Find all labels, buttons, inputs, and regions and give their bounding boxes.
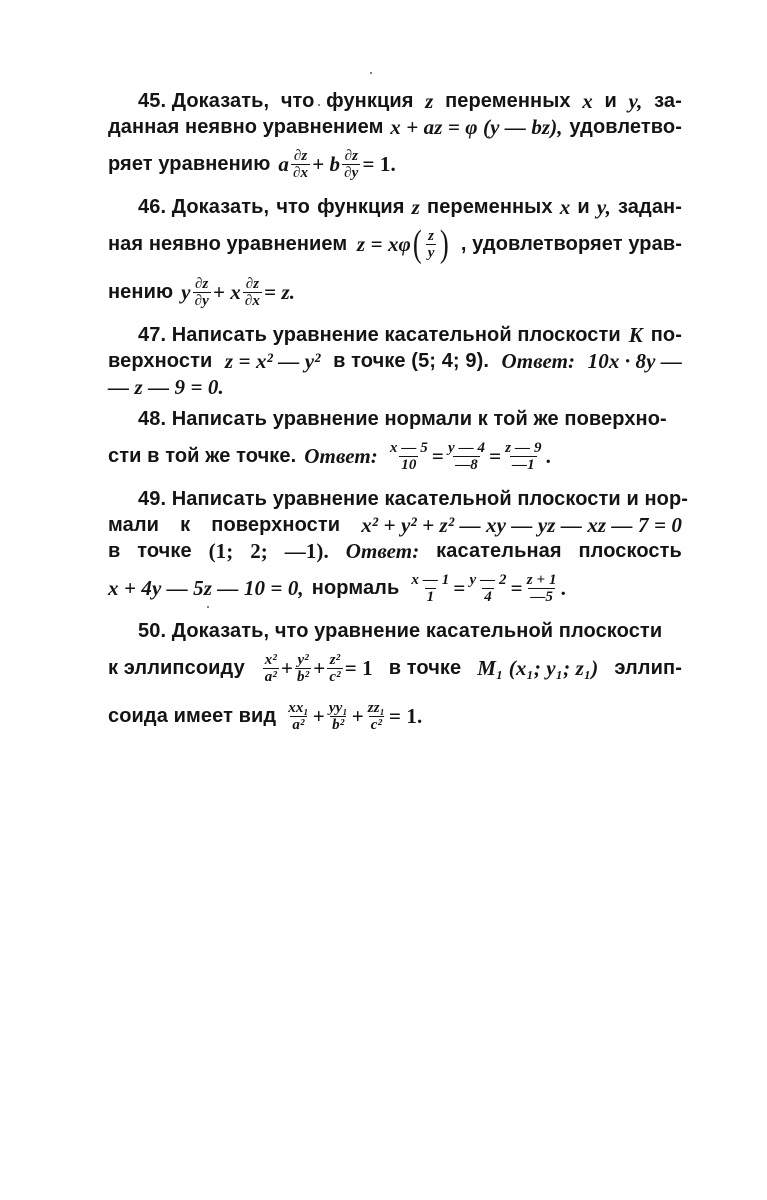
math-expression: —1). [284, 539, 329, 563]
problem-text: в точке [388, 657, 462, 679]
problem-text: 45. Доказать, [138, 90, 270, 112]
problem-line [108, 88, 682, 114]
fraction: $\frac{z — 9}{—1}$ [505, 439, 542, 473]
problem-text: верхности [108, 350, 213, 372]
problem-line [108, 374, 682, 400]
problem-text: сти в той же точке. [108, 445, 297, 467]
problem-line [108, 194, 682, 220]
problem-48 [108, 406, 682, 480]
math-expression: z = x² — y² [224, 349, 321, 373]
problem-text: в точке (5; 4; 9). [333, 350, 489, 372]
problem-line [108, 220, 682, 268]
problem-text: переменных [445, 90, 571, 112]
fraction: $\frac{z}{y}$ [427, 227, 435, 261]
problem-text: 46. Доказать, [138, 196, 270, 218]
math-expression: = z. [264, 280, 296, 304]
problem-text: данная неявно уравнением [108, 116, 384, 138]
problem-line [108, 348, 682, 374]
problem-text: плоскость [578, 540, 682, 562]
problem-text: 48. Написать уравнение нормали к той же поверхно- [138, 408, 667, 430]
fraction: $\frac{\text{x²}}{\text{a²}}$ [264, 651, 277, 685]
problem-text: 47. Написать уравнение касательной плоскости [138, 324, 621, 346]
problem-46 [108, 194, 682, 316]
math-variable: z [411, 195, 420, 219]
fraction: $\frac{y — 4}{—8}$ [447, 439, 486, 473]
math-expression: = [453, 576, 466, 600]
print-speck [370, 72, 372, 74]
problem-text: и [604, 90, 617, 112]
partial-derivative: $\frac{\partial z}{\partial x}$ [293, 147, 309, 181]
math-expression: M₁ (x₁; y₁; z₁) [477, 656, 599, 680]
partial-derivative: $\frac{\partial z}{\partial y}$ [344, 147, 359, 181]
problem-50 [108, 618, 682, 740]
math-expression: + x [212, 280, 241, 304]
math-expression: x + az = φ (y — bz), [390, 115, 563, 139]
math-expression: — z — 9 = 0. [108, 375, 224, 399]
problem-line [108, 322, 682, 348]
problem-text: 50. Доказать, что уравнение касательной плоскости [138, 620, 663, 642]
problem-text: к эллипсоиду [108, 657, 245, 679]
problem-45 [108, 88, 682, 188]
problem-line [108, 564, 682, 612]
partial-derivative: $\frac{\partial z}{\partial x}$ [244, 275, 261, 309]
problem-49 [108, 486, 689, 612]
problem-text: нению [108, 281, 174, 303]
problem-text: задан- [618, 196, 682, 218]
fraction: $\frac{\text{yy₁}}{\text{b²}}$ [328, 699, 348, 733]
answer-label: Ответ: [304, 444, 378, 468]
problem-47 [108, 322, 682, 400]
fraction: $\frac{\text{z²}}{\text{c²}}$ [329, 651, 341, 685]
problem-text: нормаль [311, 577, 400, 599]
fraction: $\frac{z + 1}{—5}$ [526, 571, 557, 605]
problem-text: поверхности [211, 514, 341, 536]
math-expression: . [560, 576, 566, 600]
problem-text: соида имеет вид [108, 705, 277, 727]
problem-text: эллип- [614, 657, 682, 679]
problem-text: что [276, 196, 310, 218]
problem-text: и [577, 196, 590, 218]
math-expression: x + 4y — 5z — 10 = 0, [108, 576, 304, 600]
math-variable: x [559, 195, 571, 219]
problem-list [108, 88, 689, 746]
math-expression: = [510, 576, 523, 600]
problem-text: по- [650, 324, 682, 346]
fraction: $\frac{\text{zz₁}}{\text{c²}}$ [367, 699, 385, 733]
problem-text: к [180, 514, 191, 536]
math-variable: z [425, 89, 434, 113]
math-expression: (1; [208, 539, 234, 563]
math-expression: + [312, 704, 325, 728]
problem-text: что [280, 90, 315, 112]
math-expression: + b [312, 152, 341, 176]
problem-line [108, 512, 682, 538]
answer-label: Ответ: [345, 539, 420, 563]
problem-line [108, 618, 682, 644]
problem-line [108, 114, 682, 140]
problem-text: в [108, 540, 121, 562]
problem-text: точке [137, 540, 192, 562]
problem-line [108, 140, 682, 188]
math-variable: y, [628, 89, 643, 113]
math-variable: K [628, 323, 643, 347]
problem-line [108, 406, 682, 432]
problem-text: , удовлетворяет урав- [460, 233, 682, 255]
math-expression: z = xφ ( $\frac{z}{y}$ ) [356, 223, 450, 265]
fraction: $\frac{x — 1}{1}$ [411, 571, 450, 605]
math-expression: x² + y² + z² — xy — yz — xz — 7 = 0 [361, 513, 682, 537]
problem-text: мали [108, 514, 160, 536]
problem-text: касательная [436, 540, 562, 562]
math-expression: 2; [250, 539, 268, 563]
math-variable: x [582, 89, 593, 113]
problem-text: ная неявно уравнением [108, 233, 348, 255]
math-expression: = 1. [362, 152, 396, 176]
math-expression: 10x · 8y — [587, 349, 682, 373]
problem-line [108, 538, 682, 564]
partial-derivative: $\frac{\partial z}{\partial y}$ [194, 275, 209, 309]
math-expression: . [545, 444, 551, 468]
fraction: $\frac{\text{y²}}{\text{b²}}$ [297, 651, 310, 685]
problem-line [108, 268, 682, 316]
problem-line [108, 432, 682, 480]
answer-label: Ответ: [501, 349, 576, 373]
problem-line [108, 486, 689, 512]
problem-line [108, 644, 682, 692]
math-expression: = 1. [388, 704, 423, 728]
problem-text: 49. Написать уравнение касательной плоскости и нор- [138, 488, 689, 510]
math-expression: + [351, 704, 364, 728]
fraction: $\frac{x — 5}{10}$ [389, 439, 428, 473]
problem-text: функция [317, 196, 405, 218]
problem-text: переменных [427, 196, 553, 218]
math-variable: a [278, 152, 289, 176]
problem-text: удовлетво- [569, 116, 682, 138]
math-variable: y, [596, 195, 611, 219]
fraction: $\frac{y — 2}{4}$ [469, 571, 507, 605]
math-variable: y [181, 280, 191, 304]
problem-text: функция [326, 90, 414, 112]
math-expression: = [431, 444, 444, 468]
problem-line [108, 692, 682, 740]
fraction: $\frac{\text{xx₁}}{\text{a²}}$ [288, 699, 309, 733]
problem-text: за- [654, 90, 682, 112]
math-expression: = [489, 444, 502, 468]
problem-text: ряет уравнению [108, 153, 271, 175]
ellipsoid-equation: $\frac{\text{x²}}{\text{a²}}$ + $\frac{\text{y²}}{\text{b²}}$ + $\frac{\text{z²}}{\text{c²}}$ = 1 [264, 651, 373, 685]
